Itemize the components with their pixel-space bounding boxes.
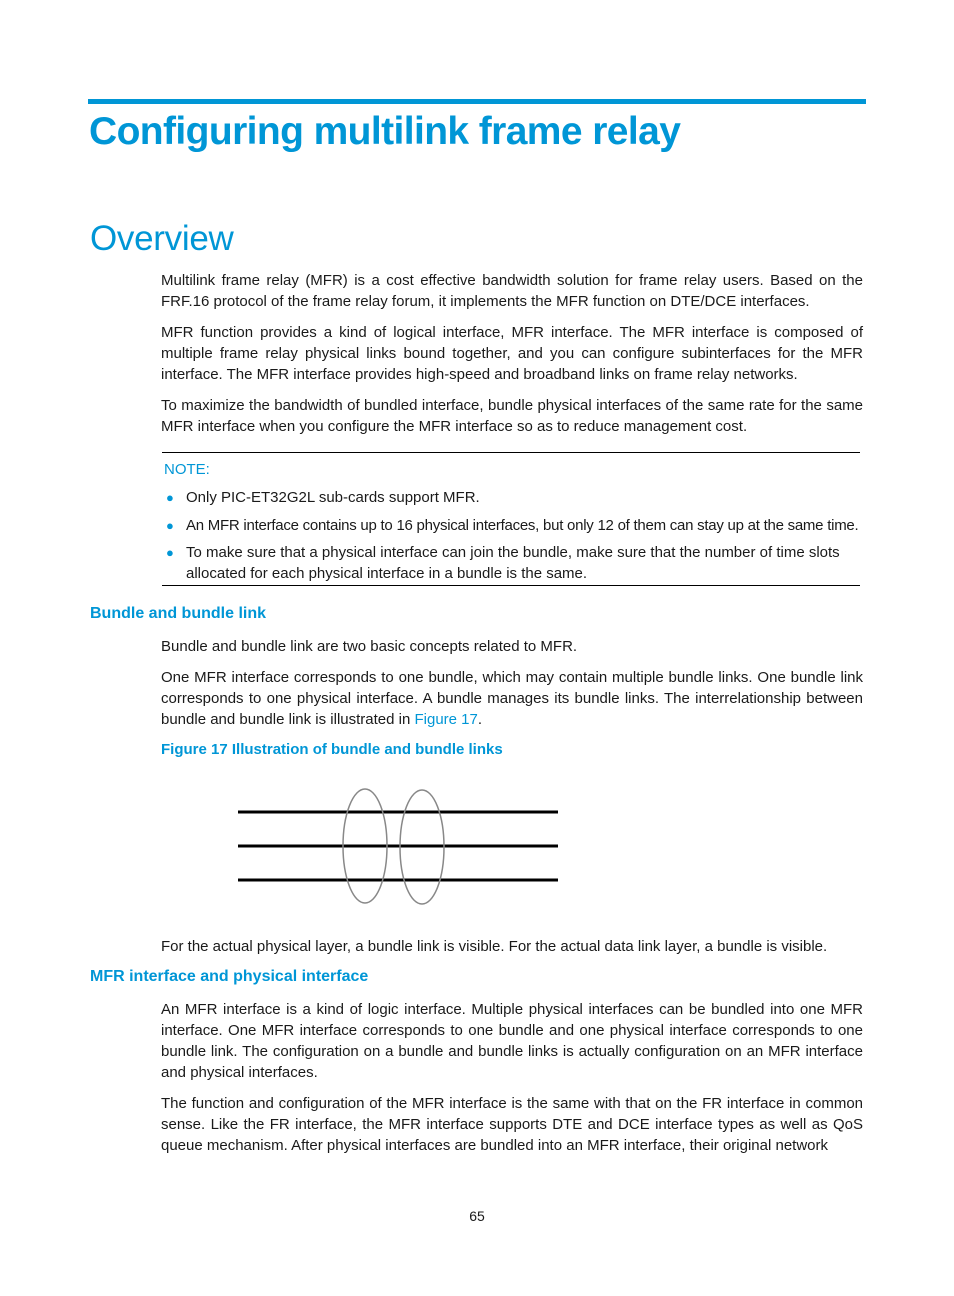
bullet-dot-icon: ● (166, 490, 174, 505)
overview-paragraph-3: To maximize the bandwidth of bundled interface, bundle physical interfaces of the same rate for the same MFR interface when you configure the MFR interface so as to reduce management cost. (161, 397, 863, 435)
page-number: 65 (469, 1208, 485, 1224)
mfr-paragraph-1: An MFR interface is a kind of logic interface. Multiple physical interfaces can be bundled into one MFR interface. One MFR interface corresponds to one bundle and one physical interface corresponds to one bundle link. The configuration on a bundle and bundle links is actually configuration on an MFR interface and physical interfaces. (161, 1001, 863, 1081)
bundle-paragraph-2-text: One MFR interface corresponds to one bundle, which may contain multiple bundle links. One bundle link corresponds to one physical interface. A bundle manages its bundle links. The interrelationship between bundle and bundle link is illustrated in (161, 669, 863, 728)
figure-17-link[interactable]: Figure 17 (414, 711, 478, 728)
chapter-title: Configuring multilink frame relay (89, 110, 681, 153)
section-title: Overview (90, 219, 234, 258)
mfr-heading: MFR interface and physical interface (90, 968, 369, 985)
note-bullet (166, 487, 862, 508)
note-bullet (166, 542, 846, 584)
bundle-paragraph-3: For the actual physical layer, a bundle link is visible. For the actual data link layer, a bundle is visible. (161, 938, 828, 955)
note-bullet-text: Only PIC-ET32G2L sub-cards support MFR. (186, 489, 480, 506)
overview-paragraph-2: MFR function provides a kind of logical interface, MFR interface. The MFR interface is composed of multiple frame relay physical links bound together, and you can configure subinterfaces for the MFR interface. The MFR interface provides high-speed and broadband links on frame relay networks. (161, 324, 863, 383)
note-bullet-text: An MFR interface contains up to 16 physical interfaces, but only 12 of them can stay up at the same time. (186, 517, 859, 534)
bundle-paragraph-2 (161, 667, 863, 730)
bundle-heading: Bundle and bundle link (90, 605, 266, 622)
mfr-paragraph-2: The function and configuration of the MFR interface is the same with that on the FR interface in common sense. Like the FR interface, the MFR interface supports DTE and DCE interface types as well as QoS queue mechanism. After physical interfaces are bundled into an MFR interface, their original network (161, 1095, 863, 1154)
note-bullet-text: To make sure that a physical interface can join the bundle, make sure that the number of time slots allocated for each physical interface in a bundle is the same. (186, 544, 840, 582)
bullet-dot-icon: ● (166, 518, 174, 533)
note-label: NOTE: (164, 461, 210, 478)
figure-caption: Figure 17 Illustration of bundle and bundle links (161, 741, 503, 758)
bundle-paragraph-1: Bundle and bundle link are two basic concepts related to MFR. (161, 638, 578, 655)
note-bullet (166, 515, 862, 536)
bundle-figure (230, 780, 570, 910)
top-rule (88, 99, 866, 104)
note-box (162, 452, 860, 586)
bundle-diagram (230, 780, 570, 910)
bullet-dot-icon: ● (166, 545, 174, 560)
bundle-paragraph-2-end: . (477, 711, 483, 728)
overview-paragraph-1: Multilink frame relay (MFR) is a cost effective bandwidth solution for frame relay users. Based on the FRF.16 protocol of the frame relay forum, it implements the MFR function on DTE/DCE interfaces. (161, 272, 863, 310)
